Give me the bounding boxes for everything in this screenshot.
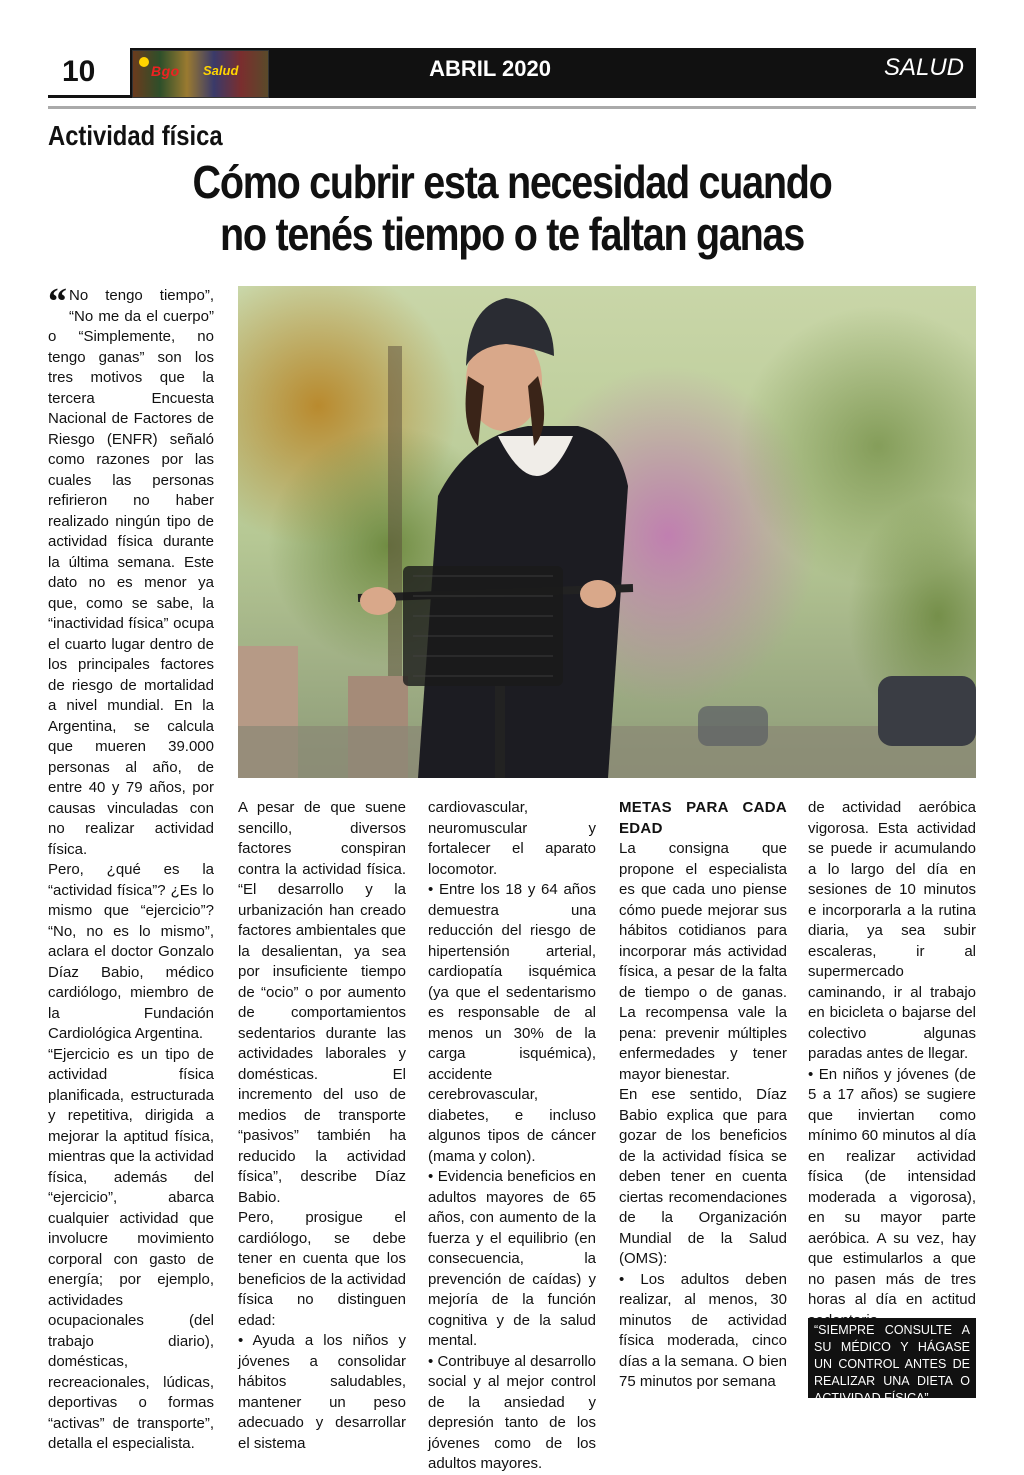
paragraph: cardiovascular, neuromuscular y fortalecer el aparato locomotor. (428, 799, 596, 878)
paragraph: “Ejercicio es un tipo de actividad física planificada, estructurada y repetitiva, dirigida a mejorar la aptitud física, mientras que la actividad física, además del “ejercicio”, abarca cualquier actividad que involucre movimiento corporal con gasto de energía; por ejemplo, actividades ocupacionales (del trabajo diario), domésticas, recreacionales, lúdicas, deportivas o formas “activas” de transporte”, detalla el especialista. (48, 1045, 214, 1452)
text-column-4 (619, 798, 787, 1393)
paragraph: • Contribuye al desarrollo social y al mejor control de la ansiedad y depresión tanto de los jóvenes como de los adultos mayores. (428, 1352, 596, 1472)
article-headline (192, 156, 832, 260)
paragraph-text: No tengo tiempo”, “No me da el cuerpo” o “Simplemente, no tengo ganas” son los tres motivos que la tercera Encuesta Nacional de Factores de Riesgo (ENFR) señaló como razones por las cuales las personas refirieron no haber realizado ningún tipo de actividad física durante la última semana. Este dato no es menor ya que, como se sabe, la “inactividad física” ocupa el cuarto lugar dentro de los principales factores de riesgo de mortalidad a nivel mundial. En la Argentina, se calcula que mueren 39.000 personas al año, de entre 40 y 79 años, por causas vinculadas con no realizar actividad física. (48, 287, 214, 858)
disclaimer-box: “SIEMPRE CONSULTE A SU MÉDICO Y HÁGASE UN CONTROL ANTES DE REALIZAR UNA DIETA O ACTIVIDAD FÍSICA” (808, 1318, 976, 1398)
paragraph: • En niños y jóvenes (de 5 a 17 años) se sugiere que inviertan como mínimo 60 minutos al día en realizar actividad física (de intensidad moderada a vigorosa), en su mayor parte aeróbica. A su vez, hay que estimularlos a que no pasen más de tres horas al día en actitud (808, 1065, 976, 1308)
paragraph: La consigna que propone el especialista es que cada uno piense cómo puede mejorar sus hábitos cotidianos para incorporar más actividad física, a pesar de la falta de tiempo o de ganas. La recompensa vale la pena: prevenir múltiples enfermedades y tener mayor bienestar. (619, 840, 787, 1083)
header-rule (48, 106, 976, 109)
logo-text-left: Bgo (151, 63, 180, 79)
woman-on-bicycle-photo (238, 286, 976, 778)
text-column-2 (238, 798, 406, 1454)
quote-mark-icon: “ (48, 281, 67, 323)
paragraph: Pero, prosigue el cardiólogo, se debe tener en cuenta que los beneficios de la actividad física no distinguen edad: (238, 1209, 406, 1329)
section-name: SALUD (883, 54, 964, 81)
publication-logo (132, 50, 269, 98)
paragraph: En ese sentido, Díaz Babio explica que para gozar de los beneficios de la actividad física se deben tener en cuenta ciertas recomendaciones de la Organización Mundial de la Salud (OMS): (619, 1086, 787, 1267)
paragraph: • Entre los 18 y 64 años demuestra una reducción del riesgo de hipertensión arterial, cardiopatía isquémica (ya que el sedentarismo es responsable de al menos un 30% de la carga isquémica), accidente cerebrovascular, diabetes, e incluso algunos tipos de cáncer (mama y colon). (428, 881, 596, 1165)
star-icon (139, 57, 149, 67)
paragraph: A pesar de que suene sencillo, diversos factores conspiran contra la actividad física. “El desarrollo y la urbanización han creado factores ambientales que la desalientan, ya sea por insuficiente tiempo de “ocio” o por aumento de comportamientos sedentarios durante las actividades laborales y domésticas. El incremento del uso de medios de transporte “pasivos” también ha reducido la actividad física”, describe Díaz Babio. (238, 799, 406, 1206)
logo-text-right: Salud (203, 63, 239, 78)
text-column-5 (808, 798, 976, 1331)
paragraph (48, 281, 214, 860)
paragraph: • Los adultos deben realizar, al menos, 30 minutos de actividad física moderada, cinco días a la semana. O bien 75 minutos por semana (619, 1270, 787, 1390)
paragraph: • Ayuda a los niños y jóvenes a consolidar hábitos saludables, mantener un peso adecuado y desarrollar el sistema (238, 1332, 406, 1452)
paragraph: • Evidencia beneficios en adultos mayores de 65 años, con aumento de la fuerza y el equilibrio (en consecuencia, la prevención de caídas) y mejoría de la función cognitiva y de la salud mental. (428, 1168, 596, 1349)
paragraph: de actividad aeróbica vigorosa. Esta actividad se puede ir acumulando a lo largo del día en sesiones de 10 minutos e incorporarla a la rutina diaria, ya sea subir escaleras, ir al supermercado caminando, ir al trabajo en bicicleta o bajarse del colectivo algunas paradas antes de llegar. (808, 799, 976, 1062)
paragraph: Pero, ¿qué es la “actividad física”? ¿Es lo mismo que “ejercicio”? “No, no es lo mismo”, aclara el doctor Gonzalo Díaz Babio, médico cardiólogo, miembro de la Fundación Cardiológica Argentina. (48, 861, 214, 1042)
article-kicker: Actividad física (48, 120, 223, 151)
section-subhead: METAS PARA CADA EDAD (619, 799, 787, 837)
headline-line-2: no tenés tiempo o te faltan ganas (220, 208, 804, 260)
headline-line-1: Cómo cubrir esta necesidad cuando (192, 156, 832, 208)
page-number: 10 (62, 55, 96, 88)
text-column-1 (48, 281, 214, 1455)
text-column-3 (428, 798, 596, 1475)
issue-date: ABRIL 2020 (429, 56, 551, 81)
